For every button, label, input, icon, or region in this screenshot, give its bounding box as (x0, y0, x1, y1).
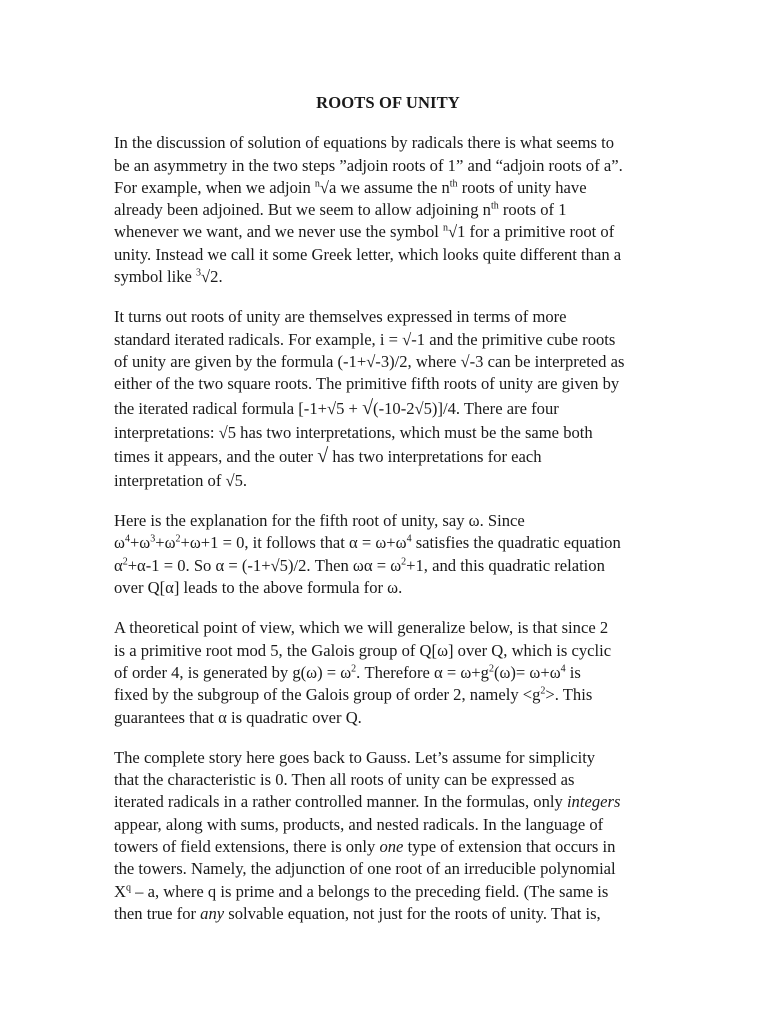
radical-symbol: √ (317, 444, 329, 467)
text-line (114, 396, 662, 422)
text-run: (-10-2√5)]/4. There are four (373, 398, 559, 418)
text-line (114, 177, 662, 199)
text-run: then true for (114, 903, 201, 923)
text-run: is (565, 662, 581, 682)
text-run: standard iterated radicals. For example, i = √-1 and the primitive cube roots (114, 329, 616, 349)
document-body (114, 92, 662, 943)
text-line (114, 858, 662, 880)
paragraph (114, 132, 662, 288)
text-run: >. This (545, 685, 593, 705)
text-run: ω (114, 533, 125, 553)
superscript: 2 (122, 556, 128, 568)
text-run: It turns out roots of unity are themselves expressed in terms of more (114, 307, 567, 327)
text-run: already been adjoined. But we seem to allow adjoining n (114, 200, 491, 220)
text-run: of order 4, is generated by g(ω) = ω (114, 662, 352, 682)
text-run: √a we assume the n (319, 177, 450, 197)
text-run: α (114, 555, 123, 575)
text-run: over Q[α] leads to the above formula for ω. (114, 578, 403, 598)
superscript: 2 (351, 663, 357, 675)
paragraph (114, 306, 662, 492)
text-line (114, 555, 662, 577)
superscript: th (490, 200, 499, 212)
text-run: appear, along with sums, products, and nested radicals. In the language of (114, 814, 604, 834)
text-run: the towers. Namely, the adjunction of one root of an irreducible polynomial (114, 859, 616, 879)
text-line (114, 791, 662, 813)
superscript: 2 (401, 556, 407, 568)
text-run: +1, and this quadratic relation (406, 555, 605, 575)
text-line (114, 707, 662, 729)
text-line (114, 373, 662, 395)
text-run: be an asymmetry in the two steps ”adjoin roots of 1” and “adjoin roots of a”. (114, 155, 623, 175)
radical-symbol: √ (362, 396, 374, 419)
text-line (114, 617, 662, 639)
text-run: The complete story here goes back to Gauss. Let’s assume for simplicity (114, 747, 596, 767)
text-run: (ω)= ω+ω (493, 662, 561, 682)
text-run: √2. (201, 267, 223, 287)
text-line (114, 662, 662, 684)
text-run: type of extension that occurs in (403, 837, 616, 857)
text-line (114, 244, 662, 266)
text-line (114, 266, 662, 288)
paragraph-container (114, 132, 662, 925)
text-run: roots of 1 (498, 200, 567, 220)
text-run: symbol like (114, 267, 197, 287)
text-run: times it appears, and the outer (114, 446, 318, 466)
text-run: towers of field extensions, there is only (114, 837, 380, 857)
text-run: For example, when we adjoin (114, 177, 315, 197)
superscript: n (314, 178, 320, 190)
text-run: +ω (155, 533, 176, 553)
text-run: either of the two square roots. The primitive fifth roots of unity are given by (114, 374, 620, 394)
text-line (114, 881, 662, 903)
text-line (114, 132, 662, 154)
text-line (114, 577, 662, 599)
text-run: In the discussion of solution of equations by radicals there is what seems to (114, 133, 615, 153)
text-run: that the characteristic is 0. Then all roots of unity can be expressed as (114, 770, 575, 790)
text-line (114, 640, 662, 662)
text-run: +α-1 = 0. So α = (-1+√5)/2. Then ωα = ω (127, 555, 402, 575)
text-run: fixed by the subgroup of the Galois group of order 2, namely <g (114, 685, 541, 705)
text-run: +ω+1 = 0, it follows that α = ω+ω (180, 533, 407, 553)
paragraph (114, 510, 662, 599)
paragraph (114, 747, 662, 925)
text-run: √1 for a primitive root of (448, 222, 615, 242)
text-run: the iterated radical formula [-1+√5 + (114, 398, 363, 418)
text-line (114, 769, 662, 791)
text-run: – a, where q is prime and a belongs to the preceding field. (The same is (130, 881, 609, 901)
superscript: th (449, 178, 458, 190)
text-line (114, 351, 662, 373)
superscript: n (443, 222, 448, 234)
text-run: unity. Instead we call it some Greek letter, which looks quite different than a (114, 244, 622, 264)
text-line (114, 221, 662, 243)
text-line (114, 199, 662, 221)
text-run: +ω (129, 533, 151, 553)
superscript: 3 (150, 533, 156, 545)
text-run: Here is the explanation for the fifth root of unity, say ω. Since (114, 511, 525, 531)
superscript: 4 (406, 533, 412, 545)
emphasis-text: any (200, 903, 225, 923)
superscript: q (125, 882, 131, 894)
text-line (114, 422, 662, 444)
text-line (114, 684, 662, 706)
text-line (114, 470, 662, 492)
document-title: ROOTS OF UNITY (316, 93, 460, 112)
text-run: satisfies the quadratic equation (411, 533, 621, 553)
text-line (114, 510, 662, 532)
text-run: of unity are given by the formula (-1+√-3)/2, where √-3 can be interpreted as (114, 351, 625, 371)
text-run: interpretation of √5. (114, 470, 248, 490)
superscript: 2 (175, 533, 181, 545)
text-line (114, 329, 662, 351)
text-line (114, 814, 662, 836)
paragraph (114, 617, 662, 728)
text-run: is a primitive root mod 5, the Galois group of Q[ω] over Q, which is cyclic (114, 640, 612, 660)
superscript: 3 (196, 267, 202, 279)
text-run: roots of unity have (457, 177, 587, 197)
emphasis-text: one (379, 837, 404, 857)
text-line (114, 155, 662, 177)
text-run: has two interpretations for each (328, 446, 542, 466)
text-run: solvable equation, not just for the roots of unity. That is, (224, 903, 601, 923)
superscript: 4 (560, 663, 566, 675)
text-line (114, 836, 662, 858)
text-run: X (114, 881, 126, 901)
text-line (114, 306, 662, 328)
superscript: 2 (488, 663, 494, 675)
superscript: 4 (124, 533, 130, 545)
text-run: A theoretical point of view, which we will generalize below, is that since 2 (114, 618, 609, 638)
text-run: guarantees that α is quadratic over Q. (114, 707, 362, 727)
text-run: interpretations: √5 has two interpretations, which must be the same both (114, 422, 593, 442)
text-line (114, 903, 662, 925)
superscript: 2 (540, 685, 546, 697)
text-run: . Therefore α = ω+g (356, 662, 489, 682)
text-line (114, 444, 662, 470)
text-line (114, 532, 662, 554)
emphasis-text: integers (566, 792, 621, 812)
text-line (114, 747, 662, 769)
text-run: iterated radicals in a rather controlled manner. In the formulas, only (114, 792, 567, 812)
text-run: whenever we want, and we never use the symbol (114, 222, 443, 242)
